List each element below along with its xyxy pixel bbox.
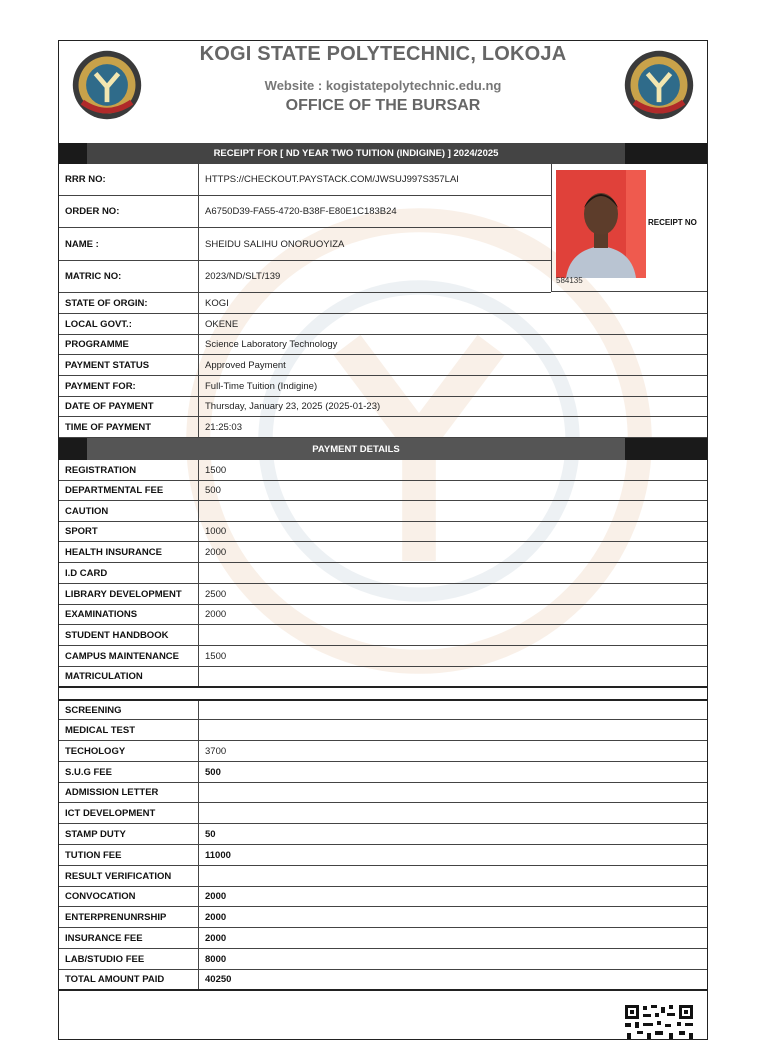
row-value: 8000 (205, 953, 227, 965)
row-value: 2023/ND/SLT/139 (205, 271, 281, 282)
row-label: MATRIC NO: (59, 261, 199, 292)
row-label: ENTERPRENUNRSHIP (59, 907, 199, 927)
table-row-total (59, 970, 707, 991)
receipt-title-band (59, 143, 707, 164)
table-row (59, 667, 707, 688)
row-label: CAUTION (59, 501, 199, 521)
row-label: TUTION FEE (59, 845, 199, 865)
table-row (59, 949, 707, 970)
table-row (59, 522, 707, 542)
table-row (59, 481, 707, 501)
row-value: Full-Time Tuition (Indigine) (205, 380, 318, 392)
row-value: OKENE (205, 318, 239, 330)
row-label: REGISTRATION (59, 460, 199, 480)
office-title: OFFICE OF THE BURSAR (285, 97, 481, 114)
payment-details-band (59, 438, 707, 460)
table-row (59, 866, 707, 887)
table-row (59, 164, 551, 196)
student-photo (556, 170, 646, 278)
row-label: PAYMENT STATUS (59, 355, 199, 375)
row-label: LOCAL GOVT.: (59, 314, 199, 334)
row-value: 500 (205, 485, 221, 496)
institution-name: KOGI STATE POLYTECHNIC, LOKOJA (199, 43, 567, 65)
table-row (59, 261, 551, 293)
table-row (59, 928, 707, 949)
table-row (59, 824, 707, 845)
row-value: 1500 (205, 464, 227, 476)
receipt-no-label: RECEIPT NO (648, 218, 697, 227)
table-row (59, 907, 707, 928)
receipt-title: RECEIPT FOR [ ND YEAR TWO TUITION (INDIGINE) ] 2024/2025 (213, 148, 499, 159)
row-value: 1500 (205, 650, 227, 662)
table-row (59, 605, 707, 625)
row-value: 11000 (205, 849, 231, 861)
table-row (59, 228, 551, 261)
row-label: NAME : (59, 228, 199, 260)
table-row (59, 563, 707, 584)
receipt-header (59, 41, 707, 143)
row-label: TECHOLOGY (59, 741, 199, 761)
table-row (59, 845, 707, 866)
table-row (59, 584, 707, 605)
table-row (59, 460, 707, 481)
row-label: MEDICAL TEST (59, 720, 199, 740)
row-label: INSURANCE FEE (59, 928, 199, 948)
table-row (59, 720, 707, 741)
row-value: 21:25:03 (205, 421, 242, 433)
row-label: HEALTH INSURANCE (59, 542, 199, 562)
row-label: ORDER NO: (59, 196, 199, 227)
row-label: SCREENING (59, 701, 199, 719)
row-label: LIBRARY DEVELOPMENT (59, 584, 199, 604)
table-row (59, 376, 707, 397)
polytechnic-logo-icon (621, 47, 697, 123)
row-label: STUDENT HANDBOOK (59, 625, 199, 645)
row-value (199, 501, 707, 521)
table-row (59, 397, 707, 417)
row-label: RESULT VERIFICATION (59, 866, 199, 886)
row-value (199, 701, 707, 719)
row-label: CONVOCATION (59, 887, 199, 906)
table-row (59, 314, 707, 335)
row-label: I.D CARD (59, 563, 199, 583)
row-label: STATE OF ORGIN: (59, 293, 199, 313)
row-label: SPORT (59, 522, 199, 541)
row-value: HTTPS://CHECKOUT.PAYSTACK.COM/JWSUJ997S357LAI (205, 174, 459, 185)
table-row (59, 625, 707, 646)
row-value: Thursday, January 23, 2025 (2025-01-23) (205, 401, 381, 412)
row-label: S.U.G FEE (59, 762, 199, 782)
row-value: Approved Payment (205, 359, 286, 371)
row-label: DEPARTMENTAL FEE (59, 481, 199, 500)
row-label: EXAMINATIONS (59, 605, 199, 624)
row-value (199, 866, 707, 886)
row-value: 3700 (205, 745, 227, 757)
table-row (59, 887, 707, 907)
table-row (59, 293, 707, 314)
total-amount-value: 40250 (205, 974, 232, 985)
row-value: 2000 (205, 891, 227, 902)
receipt-no-value: 584135 (556, 276, 583, 285)
table-row (59, 335, 707, 355)
table-row (59, 762, 707, 783)
row-label: MATRICULATION (59, 667, 199, 686)
row-label: RRR NO: (59, 164, 199, 195)
receipt-page (58, 40, 708, 1040)
institution-website: Website : kogistatepolytechnic.edu.ng (264, 78, 502, 93)
row-label: CAMPUS MAINTENANCE (59, 646, 199, 666)
table-row (59, 196, 551, 228)
row-label: DATE OF PAYMENT (59, 397, 199, 416)
table-row (59, 803, 707, 824)
table-row (59, 417, 707, 438)
row-label: PAYMENT FOR: (59, 376, 199, 396)
table-row (59, 646, 707, 667)
row-label: TOTAL AMOUNT PAID (59, 970, 199, 989)
row-value (199, 803, 707, 823)
table-row (59, 783, 707, 803)
row-value: KOGI (205, 297, 229, 309)
row-value: A6750D39-FA55-4720-B38F-E80E1C183B24 (205, 206, 397, 217)
row-value (199, 563, 707, 583)
row-value (199, 783, 707, 802)
row-value: 2000 (205, 546, 227, 558)
table-row (59, 501, 707, 522)
table-row (59, 699, 707, 720)
row-label: LAB/STUDIO FEE (59, 949, 199, 969)
row-label: STAMP DUTY (59, 824, 199, 844)
row-label: ICT DEVELOPMENT (59, 803, 199, 823)
row-value: 2000 (205, 911, 227, 923)
row-value: 500 (205, 766, 221, 778)
row-label: PROGRAMME (59, 335, 199, 354)
table-row (59, 542, 707, 563)
row-value (199, 625, 707, 645)
row-value: 2000 (205, 932, 227, 944)
row-value: 50 (205, 828, 216, 840)
passport-photo-panel (551, 164, 708, 292)
row-value: 2500 (205, 588, 227, 600)
table-row (59, 355, 707, 376)
row-label: ADMISSION LETTER (59, 783, 199, 802)
row-value: SHEIDU SALIHU ONORUOYIZA (205, 238, 345, 250)
row-value: 1000 (205, 526, 227, 537)
payment-details-title: PAYMENT DETAILS (312, 443, 400, 455)
table-row (59, 741, 707, 762)
row-label: TIME OF PAYMENT (59, 417, 199, 437)
row-value (199, 667, 707, 686)
row-value (199, 720, 707, 740)
row-value: Science Laboratory Technology (205, 339, 338, 350)
qr-code-icon (623, 1003, 695, 1040)
row-value: 2000 (205, 609, 227, 620)
